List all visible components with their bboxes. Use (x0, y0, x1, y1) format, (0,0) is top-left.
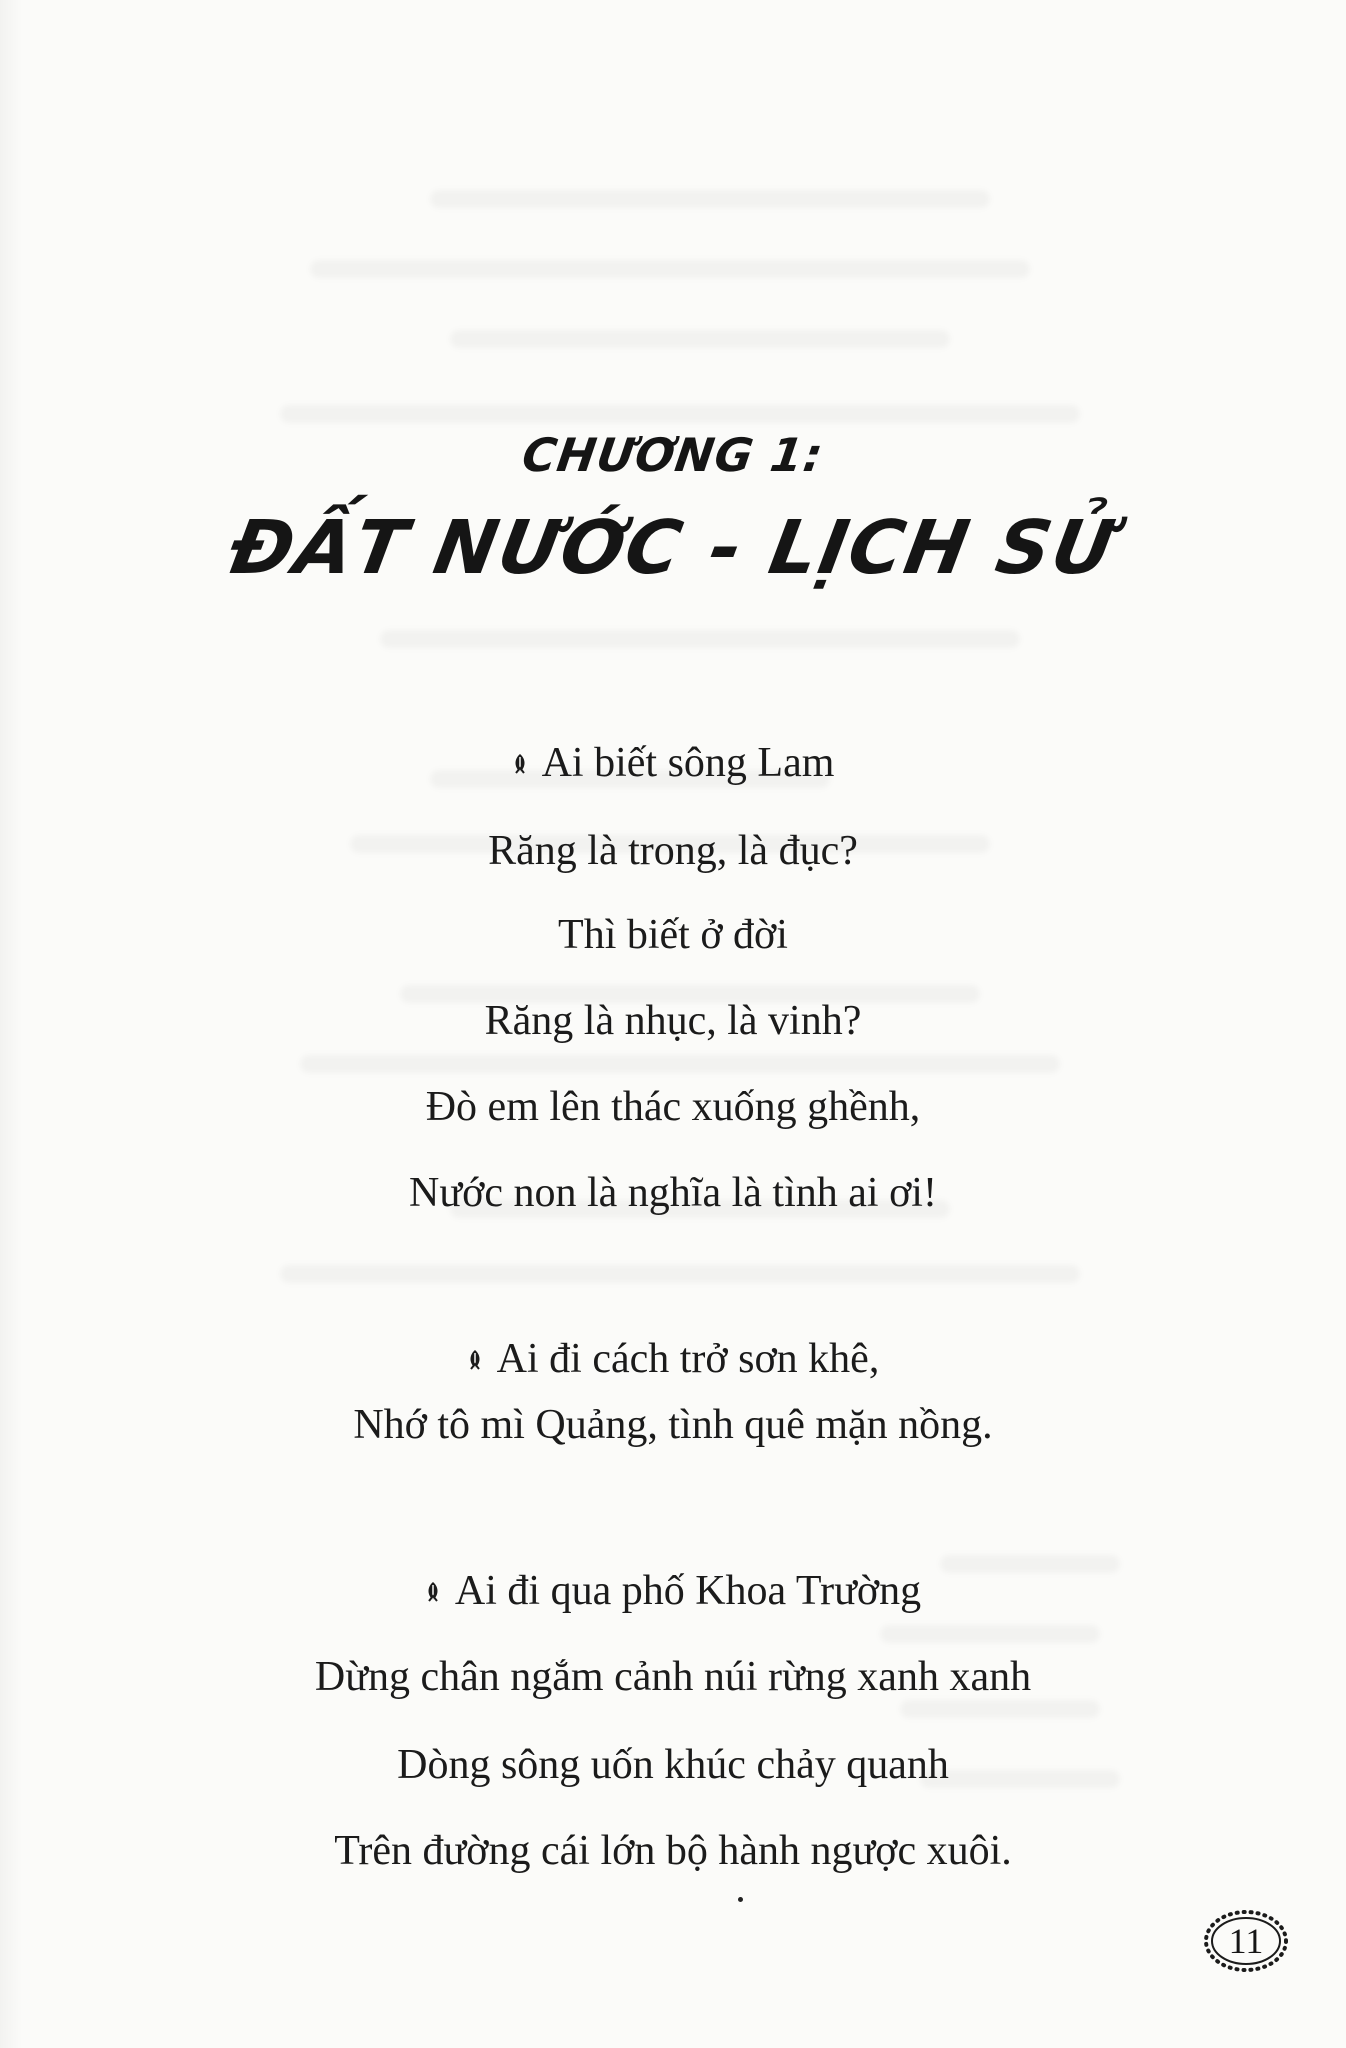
poem-line: Nước non là nghĩa là tình ai ơi! (409, 1170, 937, 1216)
chapter-label: CHƯƠNG 1: (519, 428, 827, 482)
poem-line: Thì biết ở đời (558, 912, 788, 958)
page-number-badge (1200, 1906, 1292, 1976)
poem-line (0, 1334, 1346, 1384)
poem-line: Răng là nhục, là vinh? (484, 998, 862, 1044)
leaf-bullet-icon (425, 1581, 441, 1603)
leaf-bullet-icon (467, 1349, 483, 1371)
poem-line: Đò em lên thác xuống ghềnh, (425, 1084, 921, 1130)
poem-line: Răng là trong, là đục? (488, 828, 858, 874)
poem-line (0, 1566, 1346, 1616)
poem-line-text: Ai biết sông Lam (541, 740, 835, 786)
poem-line: Nhớ tô mì Quảng, tình quê mặn nồng. (353, 1402, 993, 1448)
poem-line (0, 738, 1346, 788)
poem-line: Trên đường cái lớn bộ hành ngược xuôi. (334, 1828, 1012, 1874)
poem-line-text: Ai đi qua phố Khoa Trường (454, 1568, 922, 1614)
poem-line-text: Ai đi cách trở sơn khê, (496, 1336, 880, 1382)
ink-dot (738, 1897, 743, 1902)
leaf-bullet-icon (512, 753, 528, 775)
chapter-title: ĐẤT NƯỚC - LỊCH SỬ (223, 505, 1123, 591)
page-number: 11 (1228, 1921, 1264, 1961)
poem-line: Dòng sông uốn khúc chảy quanh (397, 1742, 949, 1788)
poem-line: Dừng chân ngắm cảnh núi rừng xanh xanh (314, 1654, 1032, 1700)
